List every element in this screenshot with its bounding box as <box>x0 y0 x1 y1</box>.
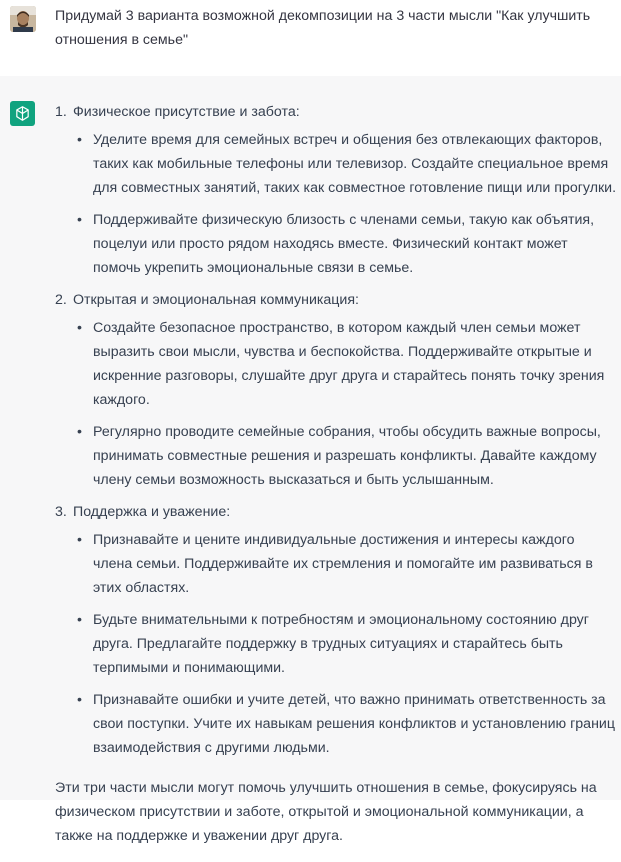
bullet-item: • Признавайте ошибки и учите детей, что важно принимать ответственность за свои поступки. Учите их навыкам решения конфликтов и установлению границ взаимодействия с другими людьми. <box>55 688 617 760</box>
section-title: Поддержка и уважение: <box>73 504 231 520</box>
bullet-list <box>55 128 617 280</box>
section-number: 3. <box>55 504 67 520</box>
bullet-item: • Поддерживайте физическую близость с членами семьи, такую как объятия, поцелуи или просто рядом находясь вместе. Физический контакт может помочь укрепить эмоциональные связи в семье. <box>55 208 617 280</box>
user-message-text: Придумай 3 варианта возможной декомпозиции на 3 части мысли "Как улучшить отношения в семье" <box>55 8 591 48</box>
bullet-item: • Будьте внимательными к потребностям и эмоциональному состоянию друг друга. Предлагайте поддержку в трудных ситуациях и старайтесь быть терпимыми и понимающими. <box>55 608 617 680</box>
bullet-item: • Создайте безопасное пространство, в котором каждый член семьи может выразить свои мысли, чувства и беспокойства. Поддерживайте открытые и искренние разговоры, слушайте друг друга и старайтесь понять точку зрения каждого. <box>55 316 617 412</box>
user-avatar <box>10 6 36 32</box>
bullet-item: • Признавайте и цените индивидуальные достижения и интересы каждого члена семьи. Поддерживайте их стремления и помогайте им развиваться в этих областях. <box>55 528 617 600</box>
section-heading <box>55 500 617 524</box>
section-item <box>55 288 617 492</box>
section-title: Открытая и эмоциональная коммуникация: <box>73 292 359 308</box>
bullet-item: • Уделите время для семейных встреч и общения без отвлекающих факторов, таких как мобильные телефоны или телевизор. Создайте специальное время для совместных занятий, таких как совместное готовление пищи или прогулки. <box>55 128 617 200</box>
section-item <box>55 100 617 280</box>
user-message-row <box>0 0 621 76</box>
section-list <box>55 100 617 760</box>
conclusion-paragraph: Эти три части мысли могут помочь улучшить отношения в семье, фокусируясь на физическом присутствии и заботе, открытой и эмоциональной коммуникации, а также на поддержке и уважении друг друга. <box>55 780 597 844</box>
bullet-item: • Регулярно проводите семейные собрания, чтобы обсудить важные вопросы, принимать совместные решения и разрешать конфликты. Давайте каждому члену семьи возможность высказаться и быть услышанным. <box>55 420 617 492</box>
section-number: 2. <box>55 292 67 308</box>
section-heading <box>55 288 617 312</box>
user-avatar-icon <box>10 6 36 32</box>
section-number: 1. <box>55 104 67 120</box>
assistant-message-row <box>0 76 621 844</box>
bullet-list <box>55 316 617 492</box>
openai-logo-icon <box>10 101 35 126</box>
assistant-message-content <box>55 100 617 862</box>
bullet-list <box>55 528 617 760</box>
section-title: Физическое присутствие и забота: <box>73 104 300 120</box>
section-item <box>55 500 617 760</box>
section-heading <box>55 100 617 124</box>
